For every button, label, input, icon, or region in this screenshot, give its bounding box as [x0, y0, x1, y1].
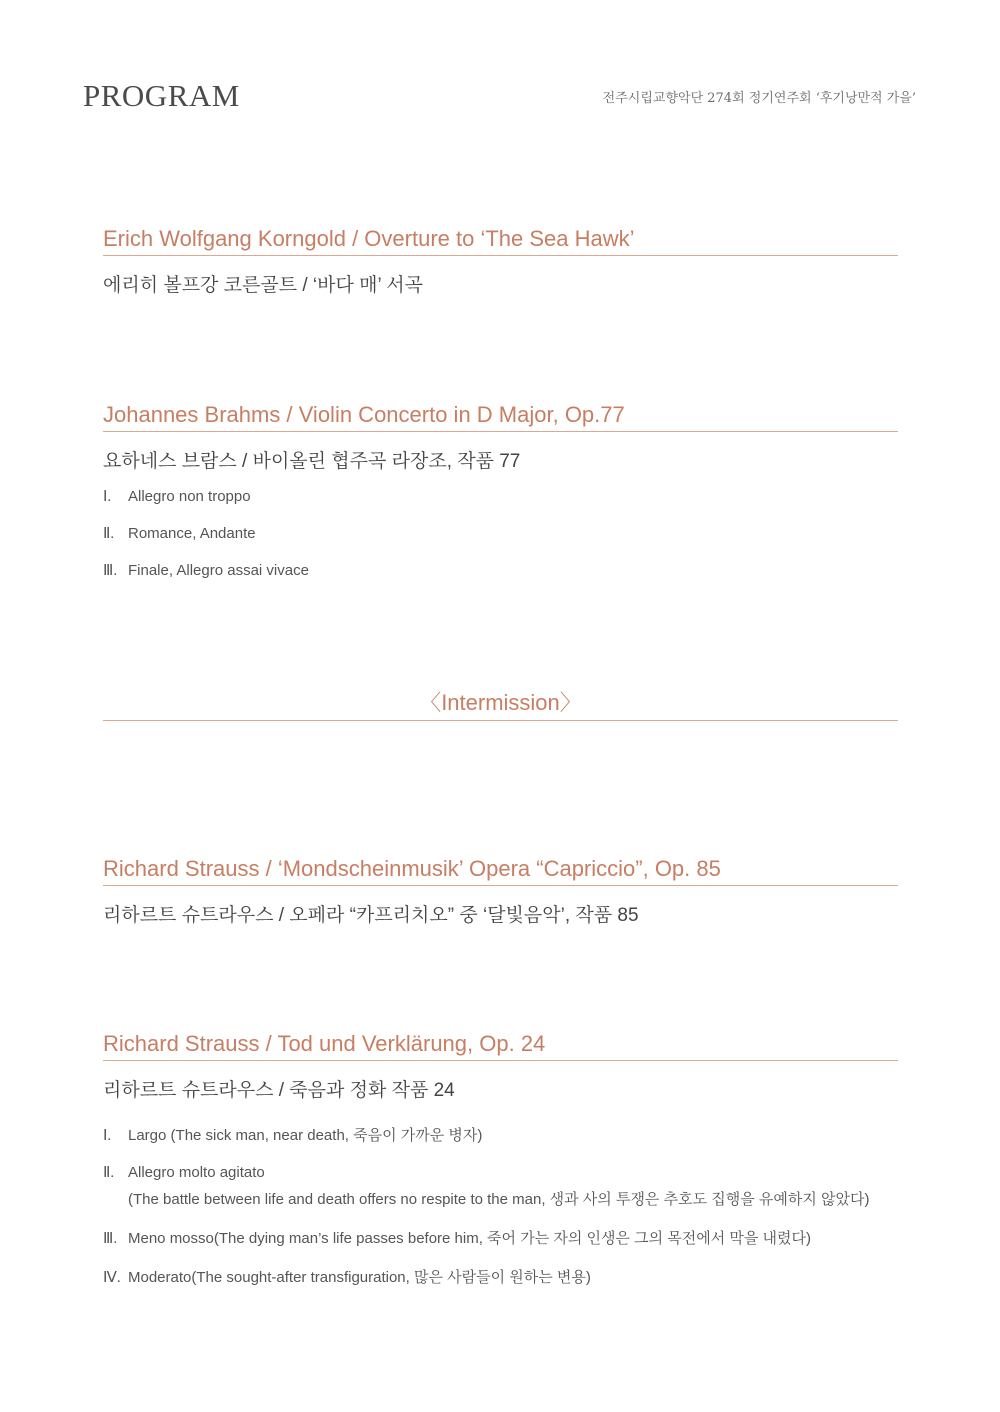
movement-item: [103, 561, 898, 580]
movement-item: [103, 1227, 898, 1248]
movement-text: Largo (The sick man, near death, 죽음이 가까운 병자): [128, 1127, 483, 1144]
movement-text: Allegro non troppo: [128, 488, 251, 505]
work-title: Erich Wolfgang Korngold / Overture to ‘The Sea Hawk’: [103, 226, 898, 256]
movement-number: Ⅰ.: [103, 1128, 112, 1144]
movement-item: [103, 524, 898, 543]
work-title: Richard Strauss / Tod und Verklärung, Op. 24: [103, 1031, 898, 1061]
work-subtitle-korean: 리하르트 슈트라우스 / 오페라 “카프리치오” 중 ‘달빛음악’, 작품 85: [103, 905, 639, 926]
movement-text: Meno mosso(The dying man’s life passes before him, 죽어 가는 자의 인생은 그의 목전에서 막을 내렸다): [128, 1230, 812, 1247]
program-item-strauss-capriccio: [103, 856, 898, 927]
program-item-korngold: [103, 226, 898, 297]
intermission-divider: [103, 686, 898, 721]
movement-number: Ⅱ.: [103, 1165, 115, 1181]
concert-subtitle: 전주시립교향악단 274회 정기연주회 ‘후기낭만적 가을’: [602, 91, 916, 106]
movement-number: Ⅰ.: [103, 489, 112, 505]
work-subtitle-korean: 요하네스 브람스 / 바이올린 협주곡 라장조, 작품 77: [103, 451, 521, 472]
page-title: PROGRAM: [83, 78, 240, 113]
movement-number: Ⅲ.: [103, 1231, 118, 1247]
movement-number: Ⅳ.: [103, 1270, 121, 1286]
movement-text: Romance, Andante: [128, 525, 256, 542]
movement-item: [103, 1124, 898, 1145]
movement-text: Allegro molto agitato: [128, 1164, 265, 1181]
movement-item: [103, 1266, 898, 1287]
work-title: Johannes Brahms / Violin Concerto in D Major, Op.77: [103, 402, 898, 432]
movement-text: Finale, Allegro assai vivace: [128, 562, 309, 579]
intermission-label: 〈Intermission〉: [103, 686, 898, 721]
movement-number: Ⅲ.: [103, 563, 118, 579]
program-item-brahms: [103, 402, 898, 598]
work-subtitle-korean: 리하르트 슈트라우스 / 죽음과 정화 작품 24: [103, 1080, 455, 1101]
movement-list: [103, 1124, 898, 1287]
work-title: Richard Strauss / ‘Mondscheinmusik’ Opera “Capriccio”, Op. 85: [103, 856, 898, 886]
movement-text: Moderato(The sought-after transfiguration, 많은 사람들이 원하는 변용): [128, 1269, 591, 1286]
program-item-strauss-tod: [103, 1031, 898, 1305]
work-subtitle-korean: 에리히 볼프강 코른골트 / ‘바다 매’ 서곡: [103, 275, 423, 296]
movement-list: [103, 487, 898, 580]
movement-number: Ⅱ.: [103, 526, 115, 542]
movement-item: [103, 487, 898, 506]
movement-item: [103, 1163, 898, 1209]
movement-detail: (The battle between life and death offers no respite to the man, 생과 사의 투쟁은 추호도 집행을 유예하지 않았다): [128, 1191, 870, 1208]
